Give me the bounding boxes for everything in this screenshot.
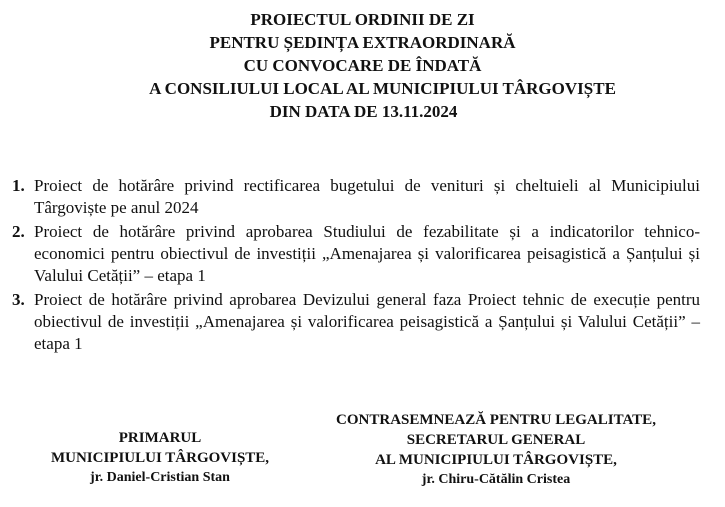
secretary-municipality: AL MUNICIPIULUI TÂRGOVIȘTE,: [375, 452, 617, 468]
agenda-item-text: Proiect de hotărâre privind aprobarea Studiului de fezabilitate și a indicatorilor tehnico-economici pentru obiectivul de investiții „Amenajarea și valorificarea peisagistică a Șanțului și Valului Cetății” – etapa 1: [34, 222, 700, 285]
title-line-2: PENTRU ȘEDINȚA EXTRAORDINARĂ: [209, 33, 516, 52]
agenda-title: [0, 8, 725, 123]
mayor-signature-block: [20, 428, 300, 488]
mayor-name: jr. Daniel-Cristian Stan: [90, 470, 230, 485]
secretary-title: SECRETARUL GENERAL: [406, 432, 586, 448]
agenda-item-number: 3.: [12, 290, 25, 309]
agenda-item: [12, 289, 700, 355]
title-line-4: A CONSILIULUI LOCAL AL MUNICIPIULUI TÂRGOVIȘTE: [149, 79, 616, 98]
mayor-municipality: MUNICIPIULUI TÂRGOVIȘTE,: [50, 450, 270, 466]
title-line-3: CU CONVOCARE DE ÎNDATĂ: [243, 56, 482, 75]
agenda-items-list: [12, 175, 700, 357]
secretary-signature-block: [296, 410, 696, 490]
mayor-title: PRIMARUL: [118, 430, 202, 446]
title-date-line: DIN DATA DE 13.11.2024: [269, 102, 458, 121]
agenda-item-text: Proiect de hotărâre privind aprobarea Devizului general faza Proiect tehnic de execuție pentru obiectivul de investiții „Amenajarea și valorificarea peisagistică a Șanțului și Valului Cetății” – etapa 1: [34, 290, 700, 353]
agenda-item-number: 2.: [12, 222, 25, 241]
countersign-heading: CONTRASEMNEAZĂ PENTRU LEGALITATE,: [336, 412, 656, 428]
secretary-name: jr. Chiru-Cătălin Cristea: [421, 472, 571, 487]
agenda-item-text: Proiect de hotărâre privind rectificarea bugetului de venituri și cheltuieli al Municipiului Târgoviște pe anul 2024: [34, 176, 700, 217]
agenda-item-number: 1.: [12, 176, 25, 195]
agenda-item: [12, 175, 700, 219]
title-line-1: PROIECTUL ORDINII DE ZI: [250, 10, 475, 29]
agenda-item: [12, 221, 700, 287]
